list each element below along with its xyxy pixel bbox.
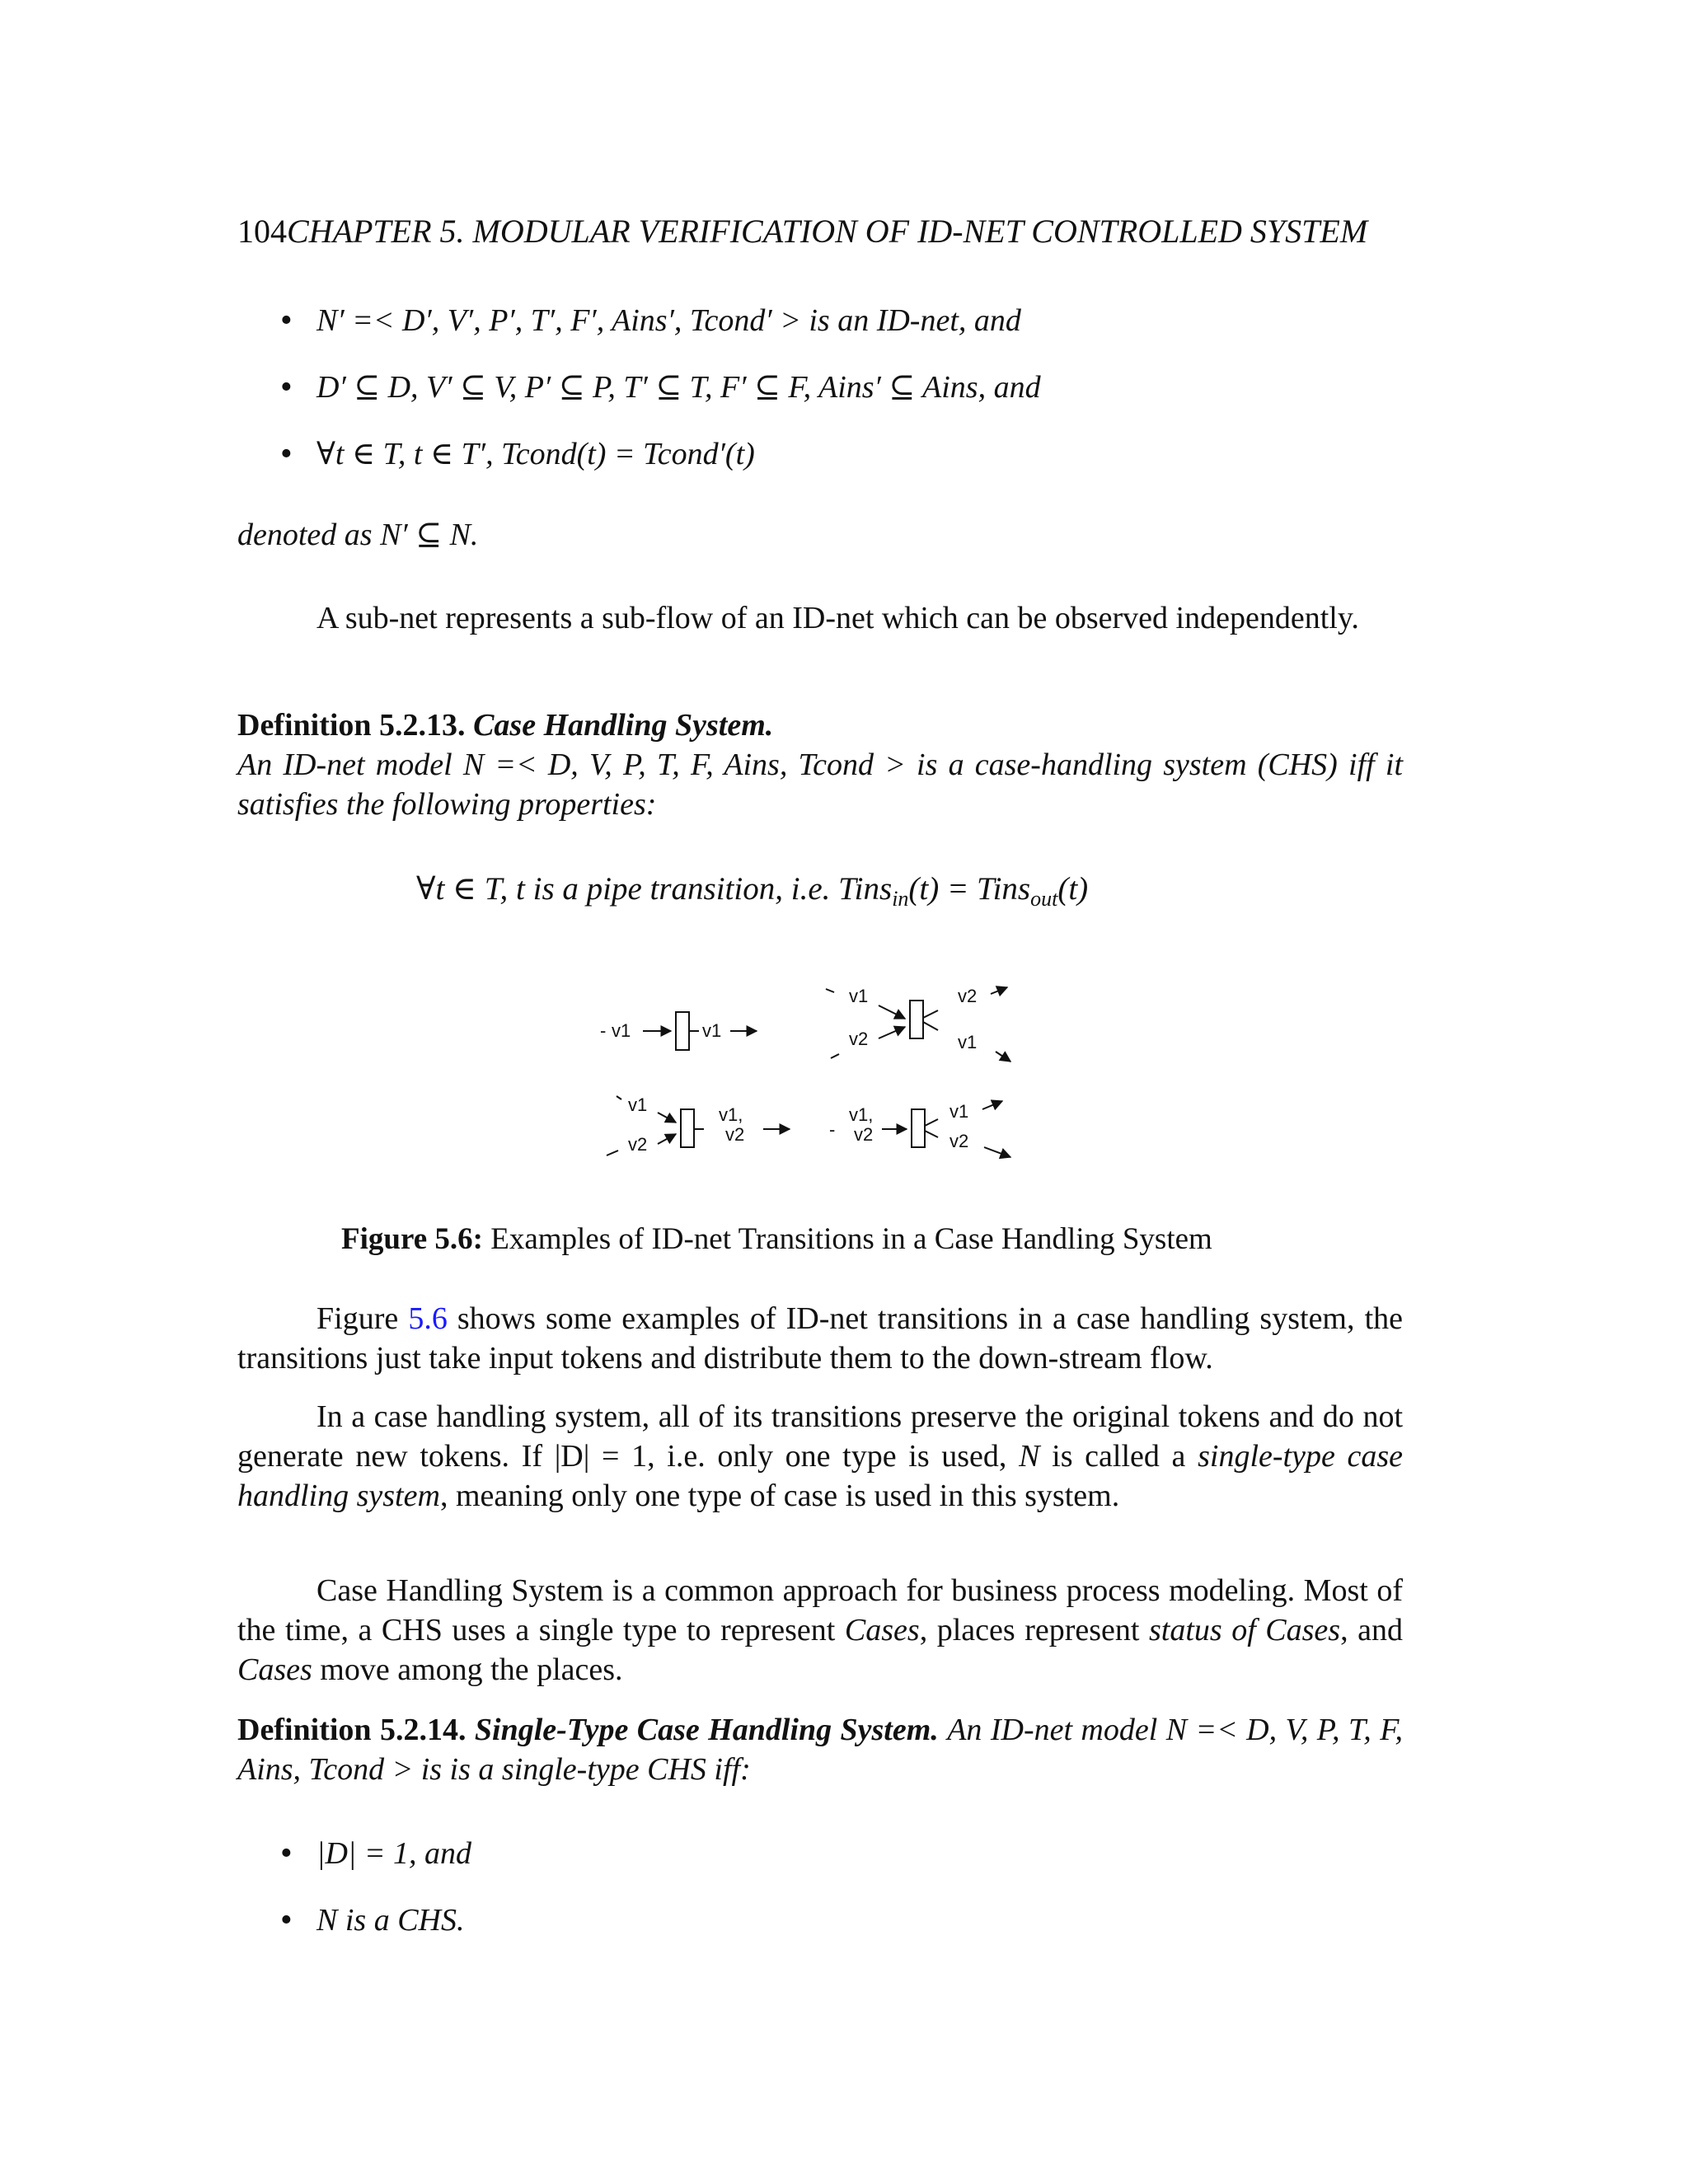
denoted-line: denoted as N′ ⊆ N. xyxy=(237,518,479,552)
fig-label-v2: v2 xyxy=(958,986,978,1006)
emphasis: single-type case handling system xyxy=(237,1439,1403,1513)
arc-stub xyxy=(826,989,834,992)
paragraph-chs xyxy=(237,1397,1403,1516)
fig-label-v1-comma: v1, xyxy=(719,1104,743,1125)
subnet-conditions-list xyxy=(280,301,1041,474)
definition-5-2-13 xyxy=(237,705,1403,824)
transition-example-1 xyxy=(600,1012,757,1050)
emphasis: Cases xyxy=(844,1613,920,1647)
figure-5-6 xyxy=(577,972,1039,1170)
text-run: Figure xyxy=(316,1301,409,1336)
text-run: is called a xyxy=(1039,1439,1198,1474)
pipe-transition-formula xyxy=(416,869,1088,919)
text-run: shows some examples of ID-net transitions in a case handling system, the transitions just take input tokens and distribute them to the down-stream flow. xyxy=(237,1301,1403,1376)
formula-tail: (t) xyxy=(1057,871,1089,907)
arc-stub xyxy=(617,1096,621,1099)
definition-5-2-14 xyxy=(237,1710,1403,1789)
arc-out xyxy=(984,1147,1010,1157)
emphasis: Cases xyxy=(237,1652,312,1687)
page-number: 104 xyxy=(237,213,287,250)
arc-in xyxy=(879,1005,905,1019)
text-run: , places represent xyxy=(919,1613,1149,1647)
arc-out xyxy=(991,987,1007,994)
caption-text: Examples of ID-net Transitions in a Case Handling System xyxy=(490,1222,1212,1256)
arc-out-stub xyxy=(925,1119,938,1126)
fig-label-v1: v1 xyxy=(958,1032,978,1052)
formula-sub-out: out xyxy=(1030,887,1058,911)
transition-box xyxy=(681,1109,694,1147)
text-run: In a case handling system, all of its transitions preserve the original tokens and do not generate new tokens. If |D| = 1, i.e. only one type is used, xyxy=(237,1399,1403,1474)
running-header xyxy=(237,212,1367,251)
fig-label-v2: v2 xyxy=(849,1029,869,1049)
arc-out xyxy=(996,1052,1010,1062)
arc-out xyxy=(982,1101,1002,1109)
figure-link[interactable]: 5.6 xyxy=(408,1301,448,1336)
paragraph-common-approach xyxy=(237,1571,1403,1690)
fig-label-v1: v1 xyxy=(612,1020,631,1041)
arc-stub xyxy=(831,1054,839,1058)
emphasis: status of Cases xyxy=(1148,1613,1341,1647)
transition-box xyxy=(910,1001,923,1038)
text-run: , meaning only one type of case is used in this system. xyxy=(439,1479,1120,1513)
fig-label-v2: v2 xyxy=(725,1124,745,1145)
definition-title: Single-Type Case Handling System. xyxy=(474,1713,939,1747)
arc-in xyxy=(658,1134,676,1144)
fig-label-v2: v2 xyxy=(628,1134,648,1155)
definition-title: Case Handling System. xyxy=(473,708,774,743)
text-run: Case Handling System is a common approach for business process modeling. Most of the time, a CHS uses a single type to represent xyxy=(237,1573,1403,1647)
transition-example-2 xyxy=(826,986,1010,1062)
list-item: • N′ =< D′, V′, P′, T′, F′, Ains′, Tcond′ > is an ID-net, and xyxy=(280,301,1041,340)
definition-label: Definition 5.2.13. xyxy=(237,708,466,743)
arc-out-stub xyxy=(923,1022,938,1030)
fig-dash-label: - xyxy=(829,1119,836,1140)
caption-label: Figure 5.6: xyxy=(341,1222,483,1256)
fig-label-v2: v2 xyxy=(854,1124,874,1145)
fig-label-v2: v2 xyxy=(950,1131,969,1151)
fig-label-v1: v1 xyxy=(950,1101,969,1122)
definition-body: An ID-net model N =< D, V, P, T, F, Ains, Tcond > is is a single-type CHS iff: xyxy=(237,1713,1404,1787)
transition-box xyxy=(676,1012,689,1050)
figure-caption xyxy=(0,1220,1688,1259)
arc-out-stub xyxy=(925,1131,938,1137)
math-symbol: N xyxy=(1019,1439,1040,1474)
list-item: • ∀t ∈ T, t ∈ T′, Tcond(t) = Tcond′(t) xyxy=(280,434,1041,474)
fig-label-v1: v1 xyxy=(849,986,869,1006)
definition-label: Definition 5.2.14. xyxy=(237,1713,467,1747)
transition-example-3 xyxy=(607,1094,790,1155)
transition-example-4 xyxy=(829,1101,1010,1157)
paragraph-figure-ref xyxy=(237,1299,1403,1378)
arc-stub xyxy=(607,1151,618,1155)
formula-mid: (t) = Tins xyxy=(908,871,1031,907)
definition-body: An ID-net model N =< D, V, P, T, F, Ains, Tcond > is a case-handling system (CHS) iff it satisfies the following properties: xyxy=(237,748,1403,822)
formula-lead: ∀t ∈ T, t is a pipe transition, i.e. Tins xyxy=(416,871,893,907)
formula-sub-in: in xyxy=(892,887,909,911)
list-item: • |D| = 1, and xyxy=(280,1834,471,1873)
fig-dash-label: - xyxy=(600,1020,607,1041)
single-type-conditions-list xyxy=(280,1834,471,1940)
list-item: • D′ ⊆ D, V′ ⊆ V, P′ ⊆ P, T′ ⊆ T, F′ ⊆ F, Ains′ ⊆ Ains, and xyxy=(280,368,1041,407)
arc-in xyxy=(658,1113,676,1122)
list-item: • N is a CHS. xyxy=(280,1900,471,1940)
arc-out-stub xyxy=(923,1010,938,1018)
transition-box xyxy=(912,1109,925,1147)
text-run: , and xyxy=(1340,1613,1403,1647)
text-run: move among the places. xyxy=(312,1652,623,1687)
fig-label-v1-comma: v1, xyxy=(849,1104,874,1125)
arc-in xyxy=(879,1027,905,1038)
paragraph-subnet: A sub-net represents a sub-flow of an ID-net which can be observed independently. xyxy=(316,601,1359,635)
fig-label-v1: v1 xyxy=(628,1094,648,1115)
fig-label-v1: v1 xyxy=(702,1020,722,1041)
chapter-title: CHAPTER 5. MODULAR VERIFICATION OF ID-NET CONTROLLED SYSTEM xyxy=(287,213,1368,250)
